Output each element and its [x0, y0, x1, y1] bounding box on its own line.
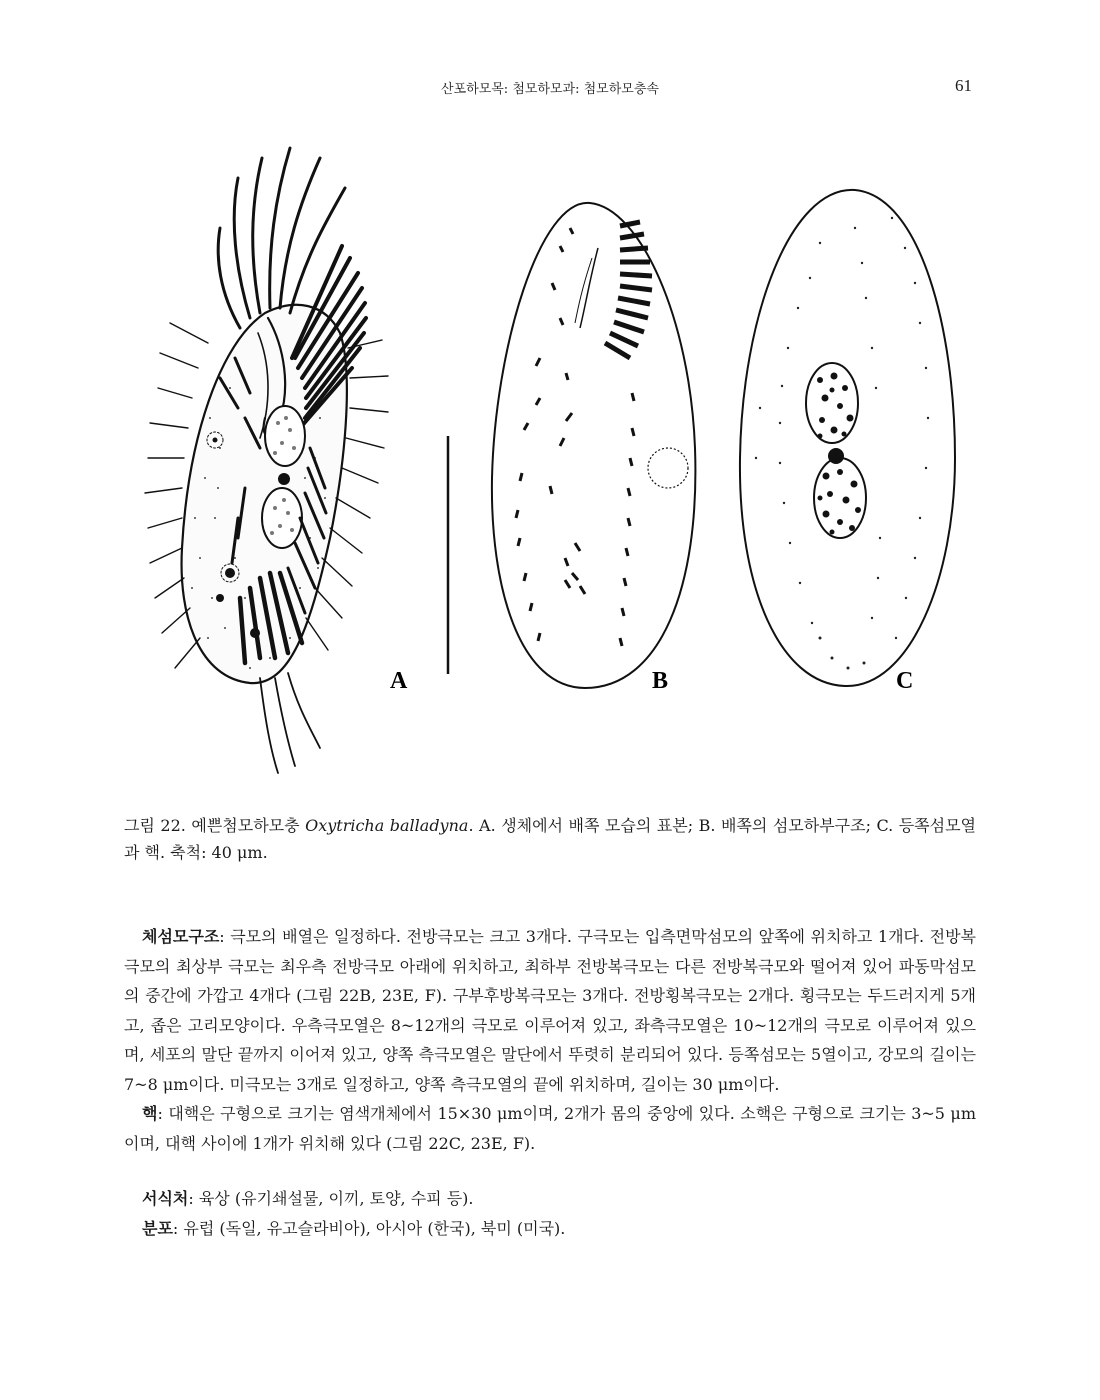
macronucleus-1 [265, 406, 305, 466]
running-head: 산포하모목: 첨모하모과: 첨모하모충속 [441, 82, 659, 97]
nucleus-text: : 대핵은 구형으로 크기는 염색개체에서 15×30 μm이며, 2개가 몸의 중앙에 있다. 소핵은 구형으로 크기는 3~5 μm이며, 대핵 사이에 1개가 위치해 있다 (그림 22C, 23E, F). [124, 1104, 976, 1153]
panel-label-c: C [896, 668, 914, 694]
figure-illustration [120, 118, 980, 788]
panel-c-drawing [740, 190, 955, 686]
distribution-text: : 유럽 (독일, 유고슬라비아), 아시아 (한국), 북미 (미국). [172, 1218, 566, 1238]
distribution-label: 분포 [142, 1218, 173, 1238]
caption-species: Oxytricha balladyna [305, 816, 469, 835]
panel-label-a: A [390, 668, 408, 694]
figure-22 [120, 118, 980, 788]
panel-b-drawing [492, 203, 696, 688]
nucleus-label: 핵 [142, 1104, 158, 1123]
page-number: 61 [955, 76, 972, 95]
habitat-text: : 육상 (유기쇄설물, 이끼, 토양, 수피 등). [188, 1189, 474, 1208]
habitat-label: 서식처 [142, 1189, 189, 1208]
caption-prefix: 그림 22. 예쁜첨모하모충 [124, 816, 306, 835]
micronucleus [278, 473, 290, 485]
ciliature-text: : 극모의 배열은 일정하다. 전방극모는 크고 3개다. 구극모는 입측면막섬모의 앞쪽에 위치하고 1개다. 전방복극모의 최상부 극모는 최우측 전방극모 아래에 위치하고, 최하부 전방복극모는 다른 전방복극모와 떨어져 있어 파동막섬모의 중간에 가깝고 4개다 (그림 22B, 23E, F). 구부후방복극모는 3개다. 전방횡복극모는 2개다. 횡극모는 두드러지게 5개고, 좁은 고리모양이다. 우측극모열은 8~12개의 극모로 이루어져 있고, 좌측극모열은 10~12개의 극모로 이루어져 있으며, 세포의 말단 끝까지 이어져 있고, 양쪽 측극모열은 말단에서 뚜렷히 분리되어 있다. 등쪽섬모는 5열이고, 강모의 길이는 7~8 μm이다. 미극모는 3개로 일정하고, 양쪽 측극모열의 끝에 위치하며, 길이는 30 μm이다. [124, 927, 976, 1094]
ciliature-label: 체섬모구조 [142, 927, 220, 946]
dorsal-micronucleus [828, 448, 844, 464]
habitat-paragraph [124, 1184, 976, 1214]
panel-label-b: B [652, 668, 669, 694]
nucleus-paragraph [124, 1099, 976, 1158]
distribution-paragraph [124, 1214, 976, 1244]
panel-a-drawing [145, 148, 388, 773]
page-header [0, 76, 1100, 98]
ciliature-paragraph [124, 922, 976, 1099]
figure-caption [124, 812, 976, 866]
body-text [124, 922, 976, 1243]
macronucleus-2 [262, 488, 302, 548]
caption-rest: . A. 생체에서 배쪽 모습의 표본; B. 배쪽의 섬모하부구조; C. 등쪽섬모열과 핵. 축척: 40 μm. [124, 816, 977, 862]
